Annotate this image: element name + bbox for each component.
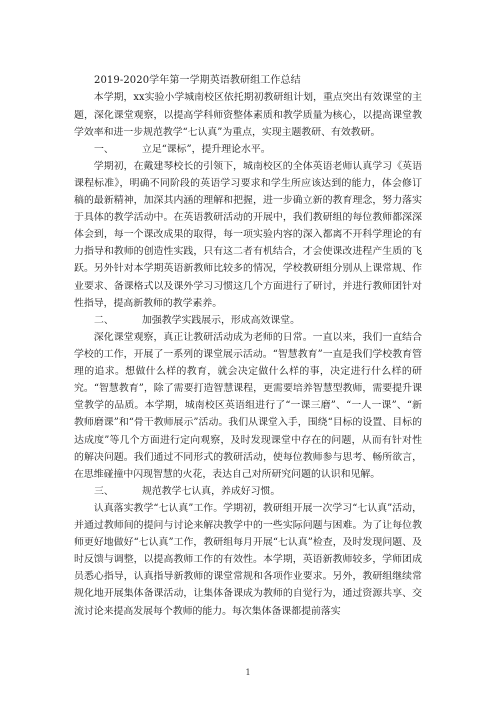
section-2-paragraph: 深化课堂观察，真正让教研活动成为老师的日常。一直以来，我们一直结合学校的工作，开展了一系列的课堂展示活动。“智慧教育”一直是我们学校教育管理的追求。想做什么样的教育，就会决定做什么样的事，决定进行什么样的研究。“智慧教育”，除了需要打造智慧课程，更需要培养智慧型教师，需要提升课堂教学的品质。本学期，城南校区英语组进行了“一课三磨”、“一人一课”、“新教师磨课”和“骨干教师展示”活动。我们从课堂入手，围绕“目标的设置、目标的达成度”等几个方面进行定向观察，及时发现课堂中存在的问题，从而有针对性的解决问题。我们通过不同形式的教研活动，使每位教师参与思考、畅所欲言，在思维碰撞中闪现智慧的火花，表达自己对所研究问题的认识和见解。 [74,331,422,480]
section-title-1: 立足“课标”，提升理论水平。 [142,143,271,155]
section-heading-1 [74,141,422,158]
section-heading-2 [74,312,422,329]
section-number-3: 三、 [94,485,114,497]
section-heading-3 [74,483,422,500]
section-1-paragraph: 学期初，在戴建琴校长的引领下，城南校区的全体英语老师认真学习《英语课程标准》，明确不同阶段的英语学习要求和学生所应该达到的能力，体会修订稿的最新精神，加深其内涵的理解和把握，进一步确立新的教育理念，努力落实于具体的教学活动中。在英语教研活动的开展中，我们教研组的每位教师都深深体会到，每一个课改成果的取得，每一项实验内容的深入都离不开科学理论的有力指导和教师的创造性实践，只有这二者有机结合，才会使课改进程产生质的飞跃。另外针对本学期英语新教师比较多的情况，学校教研组分别从上课常规、作业要求、备课格式以及课外学习习惯这几个方面进行了研讨，并进行教师团针对性指导，提高新教师的教学素养。 [74,160,422,309]
page-number: 1 [245,668,251,677]
section-3-paragraph: 认真落实教学“七认真”工作。学期初，教研组开展一次学习“七认真”活动，并通过教师间的提问与讨论来解决教学中的一些实际问题与困难。为了让每位教师更好地做好“七认真”工作，教研组每月开展“七认真”检查，及时发现问题、及时反馈与调整，以提高教师工作的有效性。本学期，英语新教师较多，学师团成员悉心指导，认真指导新教师的课堂常规和各项作业要求。另外，教研组继续常规化地开展集体备课活动，让集体备课成为教师的自觉行为，通过资源共享、交流讨论来提高发展每个教师的能力。每次集体备课都提前落实 [74,502,422,617]
intro-paragraph: 本学期，xx实验小学城南校区依托期初教研组计划，重点突出有效课堂的主题，深化课堂观察，以提高学科师资整体素质和教学质量为核心，以提高课堂教学效率和进一步规范教学“七认真”为重点，实现主题教研、有效教研。 [74,92,422,138]
section-title-2: 加强教学实践展示，形成高效课堂。 [142,314,301,326]
section-number-2: 二、 [94,314,114,326]
document-title: 2019-2020学年第一学期英语教研组工作总结 [94,75,301,86]
section-title-3: 规范教学七认真，养成好习惯。 [142,485,281,497]
document-body [74,72,422,620]
section-number-1: 一、 [94,143,114,155]
